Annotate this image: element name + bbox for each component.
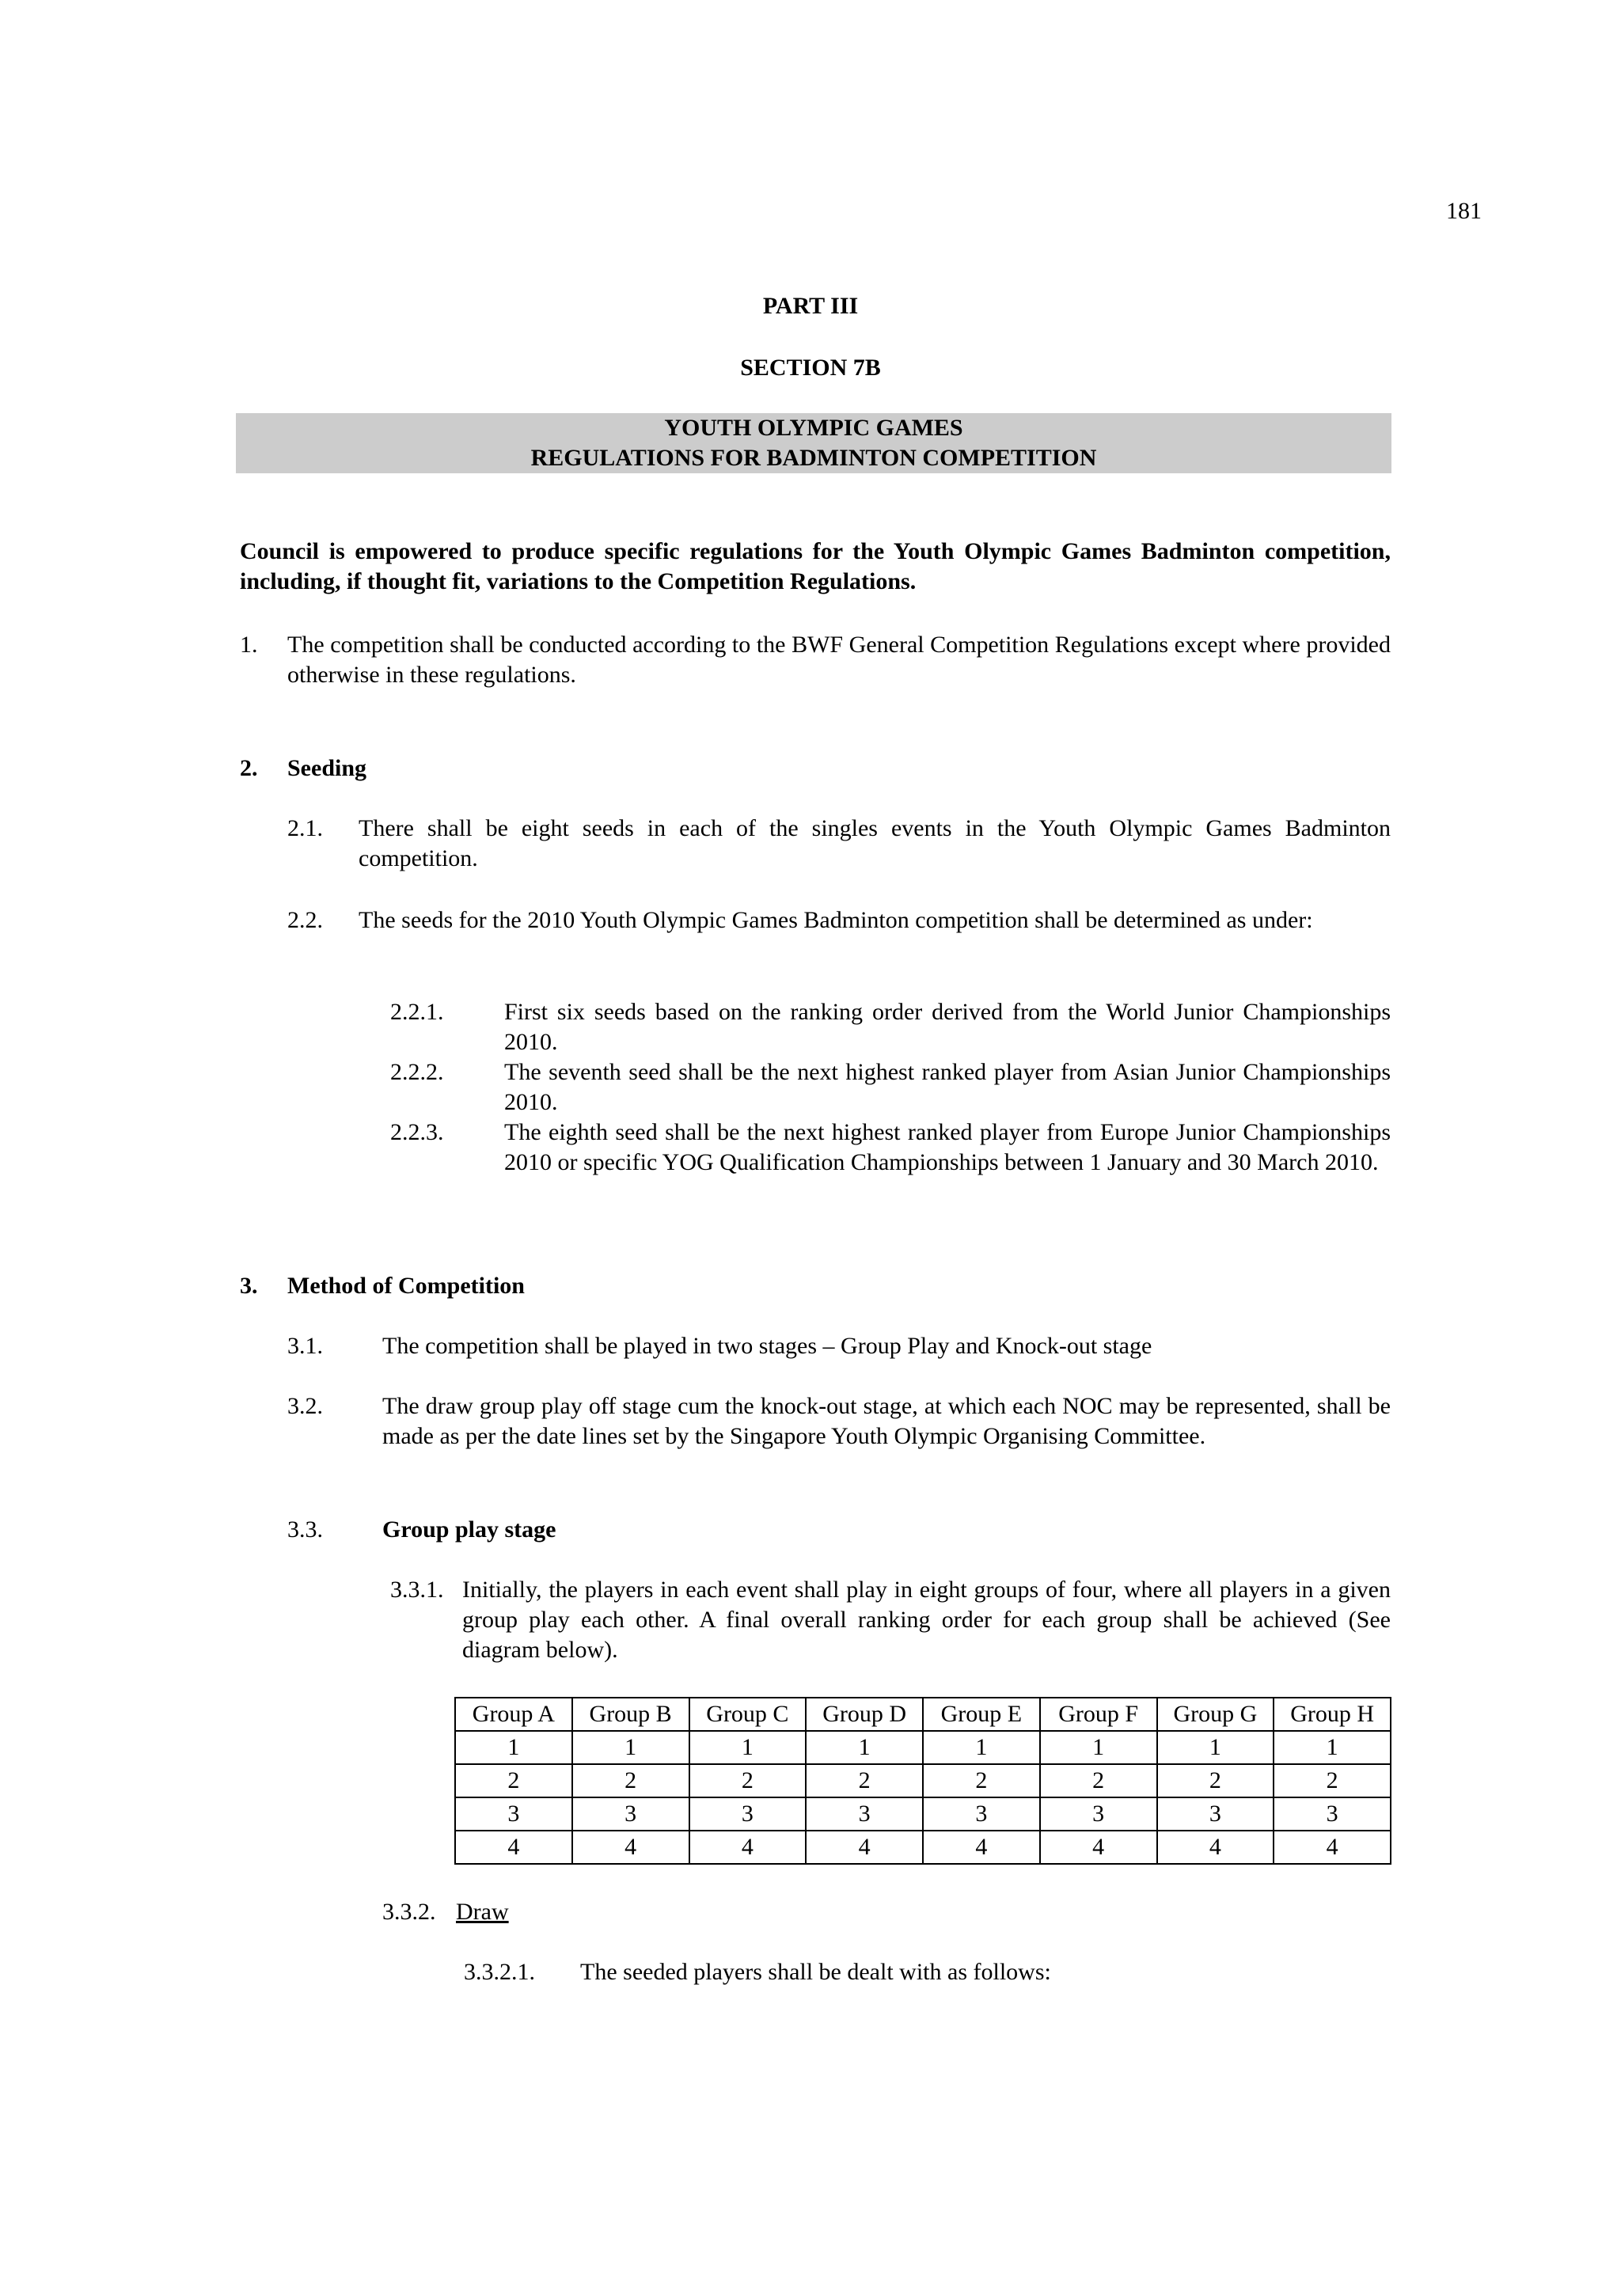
table-cell: 3	[1274, 1797, 1391, 1831]
table-cell: 3	[572, 1797, 689, 1831]
table-cell: 2	[923, 1764, 1040, 1797]
clause-3-heading: Method of Competition	[287, 1273, 525, 1299]
table-cell: 3	[1040, 1797, 1157, 1831]
table-cell: 2	[1157, 1764, 1274, 1797]
item-3-3-2-heading: Draw	[456, 1899, 509, 1925]
group-header-a: Group A	[455, 1698, 572, 1731]
item-2-1-number: 2.1.	[287, 815, 323, 841]
table-cell: 2	[572, 1764, 689, 1797]
table-row	[455, 1764, 1391, 1797]
intro-paragraph: Council is empowered to produce specific regulations for the Youth Olympic Games Badminton competition, including, if thought fit, variations to the Competition Regulations.	[240, 538, 1391, 594]
table-row	[455, 1731, 1391, 1764]
item-2-2-3-number: 2.2.3.	[390, 1119, 444, 1145]
table-cell: 4	[923, 1831, 1040, 1864]
table-row	[455, 1831, 1391, 1864]
clause-1-text: The competition shall be conducted according to the BWF General Competition Regulations except where provided otherwise in these regulations.	[287, 632, 1391, 688]
item-3-3-2-1-text: The seeded players shall be dealt with as follows:	[580, 1959, 1051, 1985]
title-line-2: REGULATIONS FOR BADMINTON COMPETITION	[530, 445, 1097, 471]
group-table-header-row	[455, 1698, 1391, 1731]
table-cell: 1	[455, 1731, 572, 1764]
group-header-d: Group D	[806, 1698, 923, 1731]
page-number: 181	[1446, 198, 1482, 224]
group-table	[454, 1697, 1391, 1865]
table-cell: 4	[1040, 1831, 1157, 1864]
table-cell: 4	[806, 1831, 923, 1864]
clause-2-number: 2.	[240, 755, 258, 781]
table-cell: 3	[689, 1797, 807, 1831]
item-2-2-2-text: The seventh seed shall be the next highest ranked player from Asian Junior Championships 2010.	[504, 1059, 1391, 1115]
item-3-2-number: 3.2.	[287, 1393, 323, 1419]
table-cell: 2	[1274, 1764, 1391, 1797]
item-3-3-2-1-number: 3.3.2.1.	[464, 1959, 535, 1985]
item-3-3-number: 3.3.	[287, 1516, 323, 1543]
item-3-1-text: The competition shall be played in two stages – Group Play and Knock-out stage	[382, 1333, 1152, 1359]
item-2-2-1-text: First six seeds based on the ranking order derived from the World Junior Championships 2010.	[504, 999, 1391, 1055]
title-banner	[236, 413, 1391, 473]
item-2-2-2-number: 2.2.2.	[390, 1059, 444, 1085]
table-cell: 4	[572, 1831, 689, 1864]
item-2-2-number: 2.2.	[287, 907, 323, 933]
table-cell: 3	[455, 1797, 572, 1831]
group-header-g: Group G	[1157, 1698, 1274, 1731]
table-cell: 2	[806, 1764, 923, 1797]
table-cell: 3	[1157, 1797, 1274, 1831]
item-2-2-text: The seeds for the 2010 Youth Olympic Games Badminton competition shall be determined as under:	[359, 907, 1313, 933]
group-header-b: Group B	[572, 1698, 689, 1731]
table-cell: 4	[689, 1831, 807, 1864]
group-header-c: Group C	[689, 1698, 807, 1731]
item-2-1-text: There shall be eight seeds in each of the singles events in the Youth Olympic Games Badminton competition.	[359, 815, 1391, 871]
clause-3-number: 3.	[240, 1273, 258, 1299]
table-cell: 1	[1157, 1731, 1274, 1764]
clause-2-heading: Seeding	[287, 755, 367, 781]
table-cell: 4	[1274, 1831, 1391, 1864]
group-header-h: Group H	[1274, 1698, 1391, 1731]
group-header-f: Group F	[1040, 1698, 1157, 1731]
table-cell: 1	[1040, 1731, 1157, 1764]
item-2-2-3-text: The eighth seed shall be the next highest ranked player from Europe Junior Championships 2010 or specific YOG Qualification Championships between 1 January and 30 March 2010.	[504, 1119, 1391, 1175]
part-heading: PART III	[762, 293, 859, 319]
table-row	[455, 1797, 1391, 1831]
item-3-2-text: The draw group play off stage cum the knock-out stage, at which each NOC may be represented, shall be made as per the date lines set by the Singapore Youth Olympic Organising Committee.	[382, 1393, 1391, 1449]
item-3-1-number: 3.1.	[287, 1333, 323, 1359]
group-header-e: Group E	[923, 1698, 1040, 1731]
table-cell: 1	[689, 1731, 807, 1764]
section-heading: SECTION 7B	[740, 355, 881, 381]
item-2-2-1-number: 2.2.1.	[390, 999, 444, 1025]
item-3-3-1-number: 3.3.1.	[390, 1577, 444, 1603]
table-cell: 2	[455, 1764, 572, 1797]
table-cell: 4	[455, 1831, 572, 1864]
item-3-3-heading: Group play stage	[382, 1516, 556, 1543]
table-cell: 3	[923, 1797, 1040, 1831]
table-cell: 1	[923, 1731, 1040, 1764]
item-3-3-1-text: Initially, the players in each event shall play in eight groups of four, where all players in a given group play each other. A final overall ranking order for each group shall be achieved (See diagram below).	[462, 1577, 1391, 1663]
clause-1-number: 1.	[240, 632, 258, 658]
table-cell: 1	[1274, 1731, 1391, 1764]
table-cell: 2	[689, 1764, 807, 1797]
item-3-3-2-number: 3.3.2.	[382, 1899, 436, 1925]
table-cell: 2	[1040, 1764, 1157, 1797]
table-cell: 1	[572, 1731, 689, 1764]
title-line-1: YOUTH OLYMPIC GAMES	[664, 415, 963, 441]
table-cell: 1	[806, 1731, 923, 1764]
table-cell: 4	[1157, 1831, 1274, 1864]
table-cell: 3	[806, 1797, 923, 1831]
